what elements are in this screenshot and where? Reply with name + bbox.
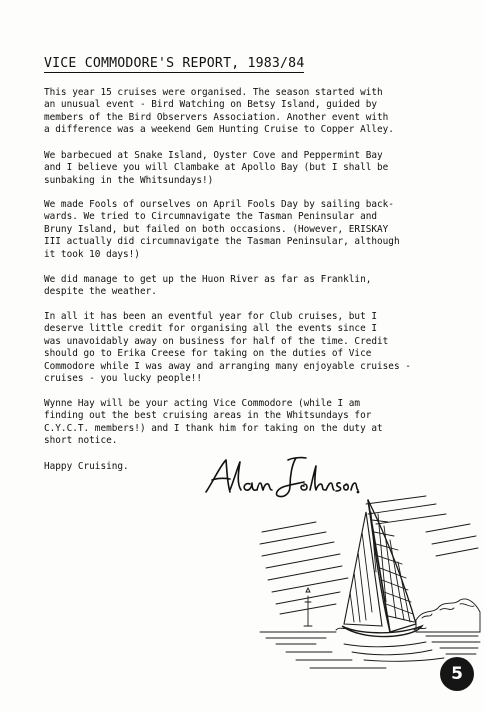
text-line: should go to Erika Creese for taking on the duties of Vice (44, 348, 372, 360)
sailboat-illustration (256, 492, 482, 678)
paragraph-april-fools (44, 199, 458, 261)
text-line: Bruny Island, but failed on both occasions. (However, ERISKAY (44, 223, 389, 235)
text-line: Commodore while I was away and arranging many enjoyable cruises - (44, 360, 411, 372)
text-line: short notice. (44, 435, 118, 447)
paragraph-huon-river (44, 274, 458, 299)
paragraph-barbecues (44, 150, 458, 187)
text-line: III actually did circumnavigate the Tasman Peninsular, although (44, 236, 400, 248)
paragraph-credits (44, 311, 458, 385)
paragraph-season-start (44, 87, 458, 137)
text-line: wards. We tried to Circumnavigate the Tasman Peninsular and (44, 211, 378, 223)
closing-line: Happy Cruising. (44, 461, 129, 472)
text-line: an unusual event - Bird Watching on Betsy Island, guided by (44, 99, 378, 111)
text-line: it took 10 days!) (44, 248, 140, 260)
text-line: C.Y.C.T. members!) and I thank him for taking on the duty at (44, 422, 383, 434)
text-line: deserve little credit for organising all the events since I (44, 323, 378, 335)
text-line: sunbaking in the Whitsundays!) (44, 174, 214, 186)
text-line: This year 15 cruises were organised. The season started with (44, 87, 383, 98)
text-line: despite the weather. (44, 286, 157, 298)
text-line: and I believe you will Clambake at Apollo Bay (but I shall be (44, 162, 389, 174)
text-line: We made Fools of ourselves on April Fools Day by sailing back- (44, 199, 394, 210)
text-line: We barbecued at Snake Island, Oyster Cove and Peppermint Bay (44, 150, 383, 161)
paragraph-acting-commodore (44, 398, 458, 448)
text-line: finding out the best cruising areas in the Whitsundays for (44, 410, 372, 422)
text-line: was unavoidably away on business for half of the time. Credit (44, 335, 389, 347)
text-line: Wynne Hay will be your acting Vice Commodore (while I am (44, 398, 361, 409)
text-line: a difference was a weekend Gem Hunting Cruise to Copper Alley. (44, 124, 394, 136)
page-number-badge: 5 (440, 657, 474, 691)
report-title: VICE COMMODORE'S REPORT, 1983/84 (44, 56, 305, 71)
text-line: In all it has been an eventful year for Club cruises, but I (44, 311, 378, 322)
text-line: cruises - you lucky people!! (44, 373, 203, 385)
text-line: members of the Bird Observers Association. Another event with (44, 111, 389, 123)
text-line: We did manage to get up the Huon River as far as Franklin, (44, 274, 372, 285)
